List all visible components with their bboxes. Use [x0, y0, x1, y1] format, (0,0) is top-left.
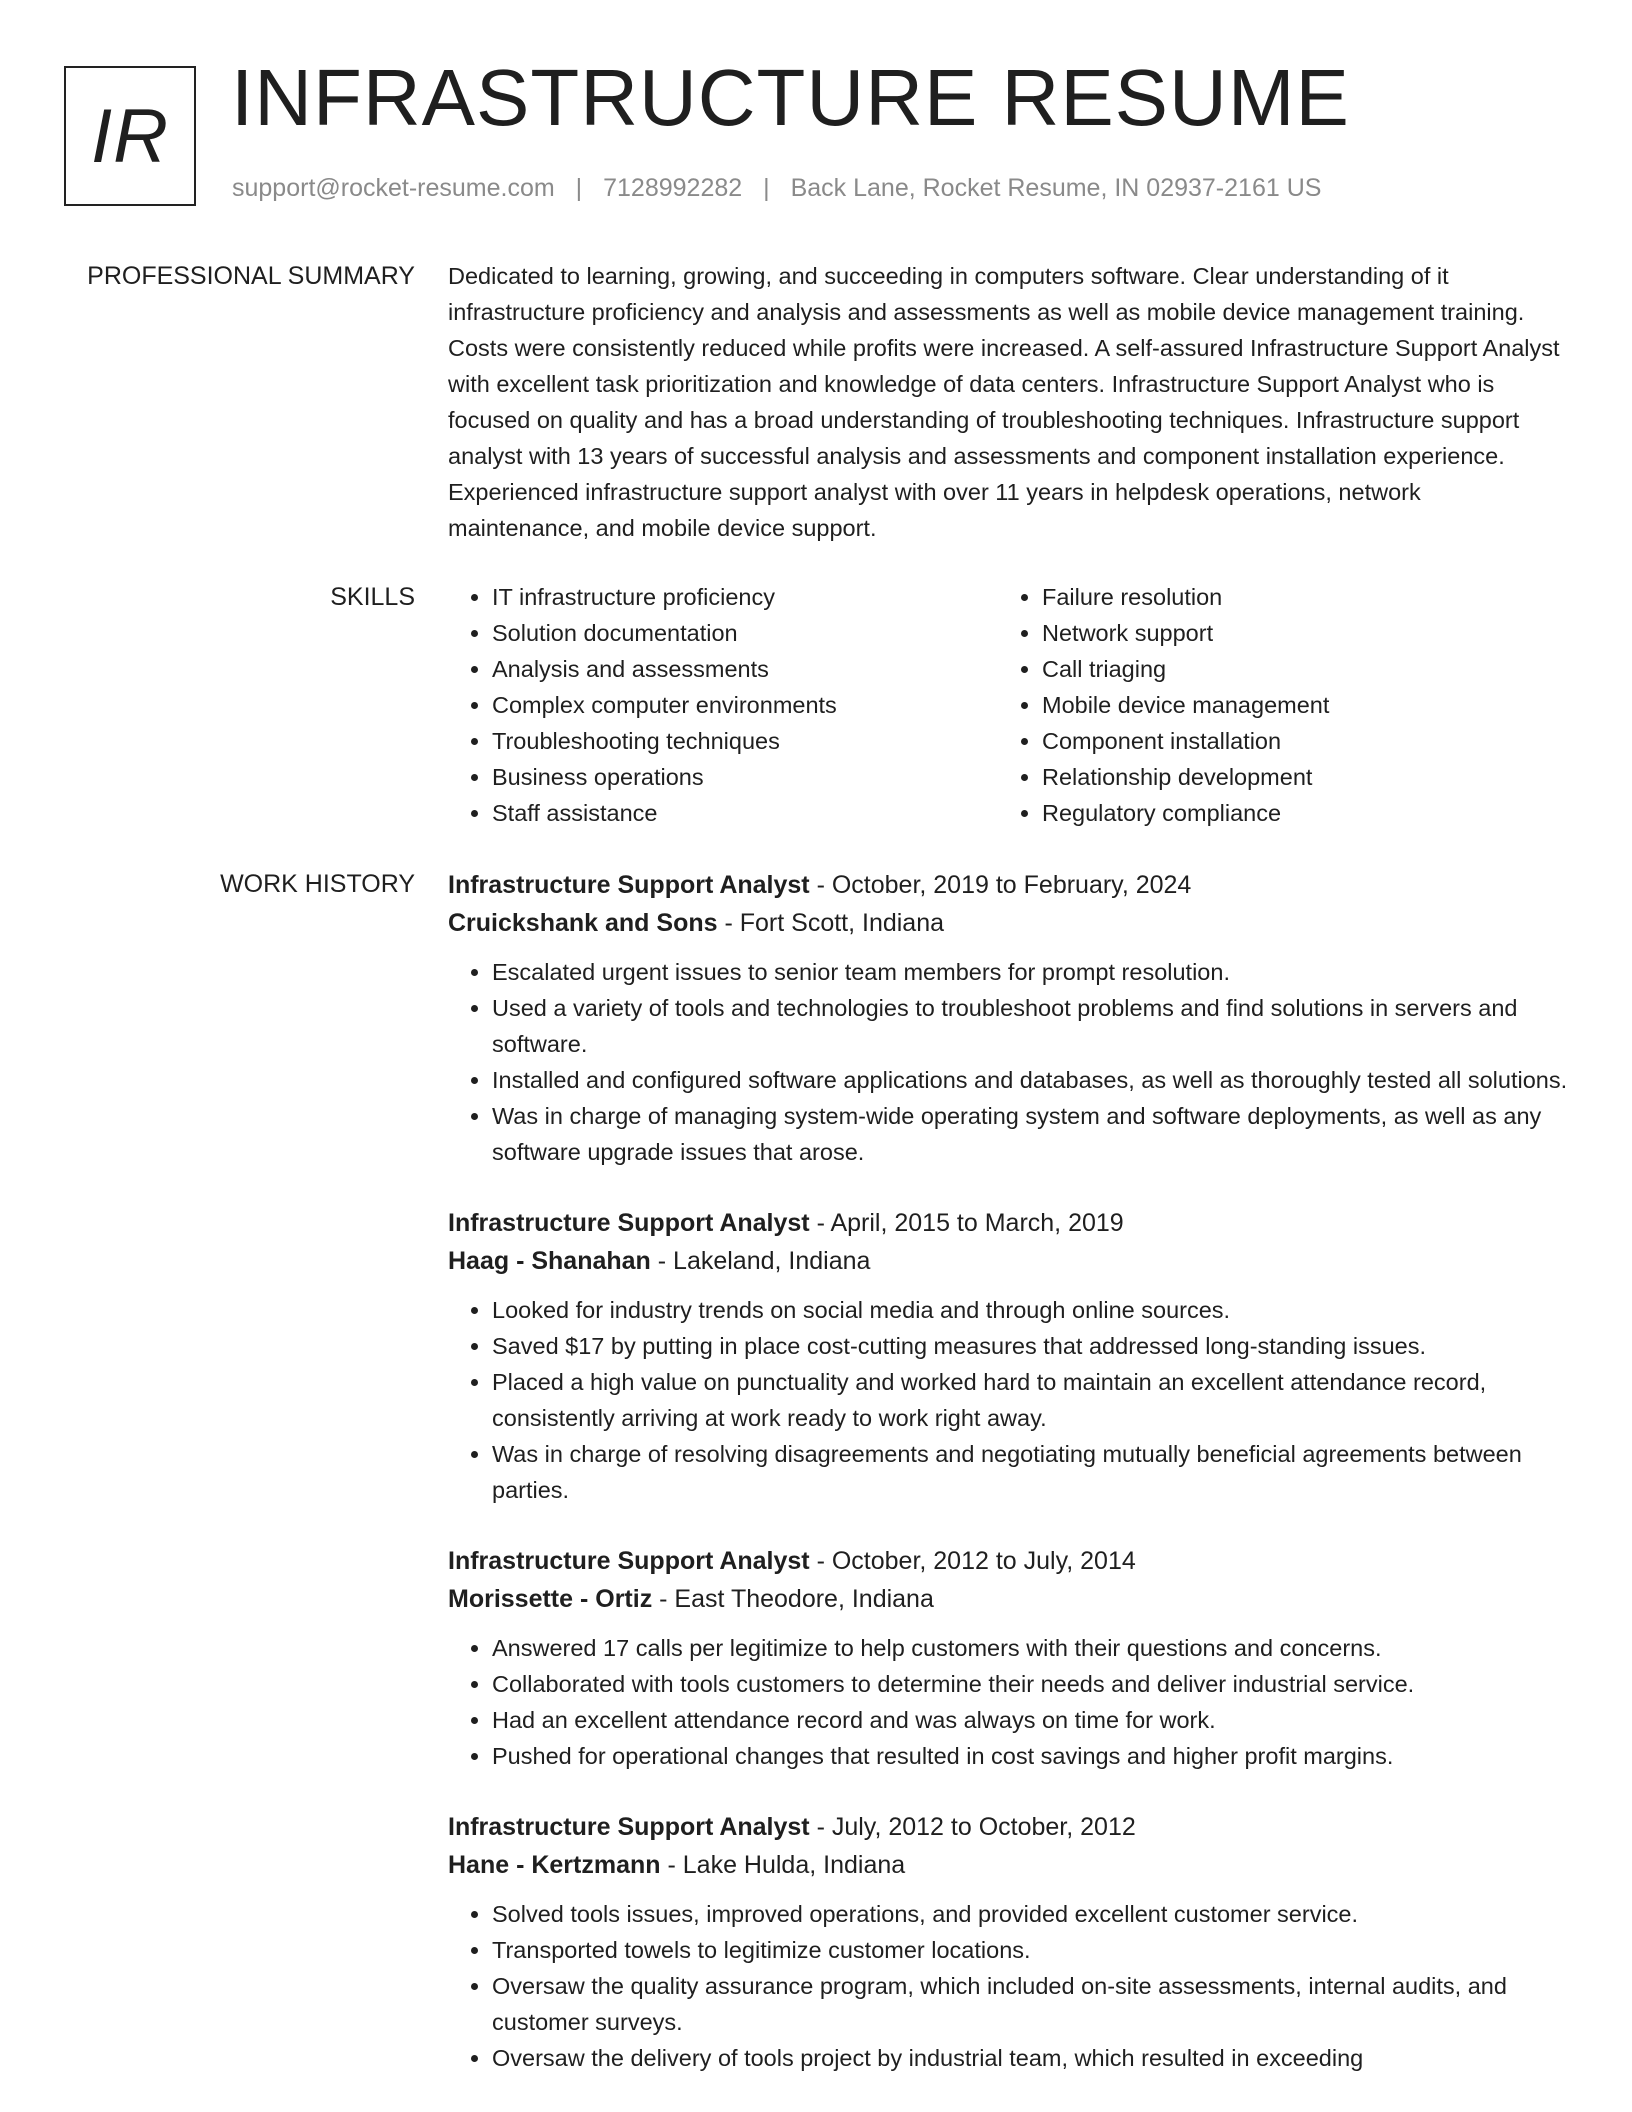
skill-item: • Staff assistance: [492, 795, 998, 831]
skill-item: • Component installation: [1042, 723, 1548, 759]
job-bullet: • Collaborated with tools customers to determine their needs and deliver industrial service.: [492, 1666, 1568, 1702]
job-entry: [448, 1542, 1568, 1774]
job-bullet: • Saved $17 by putting in place cost-cutting measures that addressed long-standing issues.: [492, 1328, 1568, 1364]
skill-item: • Call triaging: [1042, 651, 1548, 687]
contact-phone[interactable]: 7128992282: [603, 174, 743, 202]
job-entry: [448, 1808, 1568, 2076]
skills-list-left: [448, 579, 998, 831]
monogram-logo: [64, 66, 196, 206]
skill-item: • Network support: [1042, 615, 1548, 651]
skill-item: • Regulatory compliance: [1042, 795, 1548, 831]
job-bullet: • Had an excellent attendance record and was always on time for work.: [492, 1702, 1568, 1738]
job-bullet: • Solved tools issues, improved operations, and provided excellent customer service.: [492, 1896, 1568, 1932]
job-location: - Lakeland, Indiana: [650, 1247, 871, 1275]
job-title-line: [448, 1204, 1568, 1242]
job-bullet: • Was in charge of managing system-wide operating system and software deployments, as well as any software upgrade issues that arose.: [492, 1098, 1568, 1170]
job-bullet: • Looked for industry trends on social media and through online sources.: [492, 1292, 1568, 1328]
skill-item: • Analysis and assessments: [492, 651, 998, 687]
work-history-heading: WORK HISTORY: [220, 870, 415, 898]
job-bullet: • Escalated urgent issues to senior team members for prompt resolution.: [492, 954, 1568, 990]
job-bullet: • Oversaw the delivery of tools project by industrial team, which resulted in exceeding: [492, 2040, 1568, 2076]
job-dates: - April, 2015 to March, 2019: [809, 1209, 1124, 1237]
job-company-line: [448, 1242, 1568, 1280]
job-bullets: [448, 1630, 1568, 1774]
job-title: Infrastructure Support Analyst: [448, 1209, 810, 1237]
summary-heading: PROFESSIONAL SUMMARY: [87, 262, 415, 290]
job-company-line: [448, 1846, 1568, 1884]
job-dates: - October, 2012 to July, 2014: [809, 1547, 1136, 1575]
contact-email[interactable]: support@rocket-resume.com: [232, 174, 555, 202]
skill-item: • Complex computer environments: [492, 687, 998, 723]
skill-item: • Relationship development: [1042, 759, 1548, 795]
job-title-line: [448, 1542, 1568, 1580]
job-dates: - October, 2019 to February, 2024: [809, 871, 1192, 899]
job-location: - Fort Scott, Indiana: [717, 909, 945, 937]
monogram-initials: IR: [91, 93, 169, 179]
job-title: Infrastructure Support Analyst: [448, 1813, 810, 1841]
job-company: Morissette - Ortiz: [448, 1585, 653, 1613]
job-bullets: [448, 1292, 1568, 1508]
job-bullet: • Placed a high value on punctuality and worked hard to maintain an excellent attendance record, consistently arriving at work ready to work right away.: [492, 1364, 1568, 1436]
job-bullet: • Pushed for operational changes that resulted in cost savings and higher profit margins.: [492, 1738, 1568, 1774]
skills-body: [448, 579, 1568, 831]
job-bullet: • Answered 17 calls per legitimize to help customers with their questions and concerns.: [492, 1630, 1568, 1666]
skill-item: • Solution documentation: [492, 615, 998, 651]
job-bullet: • Transported towels to legitimize customer locations.: [492, 1932, 1568, 1968]
job-bullet: • Oversaw the quality assurance program, which included on-site assessments, internal audits, and customer surveys.: [492, 1968, 1568, 2040]
contact-separator: |: [575, 174, 583, 202]
job-bullets: [448, 1896, 1568, 2076]
skill-item: • IT infrastructure proficiency: [492, 579, 998, 615]
contact-separator: |: [763, 174, 770, 202]
resume-title: INFRASTRUCTURE RESUME: [231, 53, 1350, 142]
job-company: Cruickshank and Sons: [448, 909, 718, 937]
summary-body: [448, 258, 1568, 546]
job-company: Hane - Kertzmann: [448, 1851, 661, 1879]
skills-list-right: [998, 579, 1548, 831]
skill-item: • Troubleshooting techniques: [492, 723, 998, 759]
job-dates: - July, 2012 to October, 2012: [809, 1813, 1136, 1841]
summary-text: Dedicated to learning, growing, and succeeding in computers software. Clear understanding of it infrastructure proficiency and analysis and assessments as well as mobile device management training. Costs were consistently reduced while profits were increased. A self-assured Infrastructure Support Analyst with excellent task prioritization and knowledge of data centers. Infrastructure Support Analyst who is focused on quality and has a broad understanding of troubleshooting techniques. Infrastructure support analyst with 13 years of successful analysis and assessments and component installation experience. Experienced infrastructure support analyst with over 11 years in helpdesk operations, network maintenance, and mobile device support.: [448, 263, 1560, 541]
contact-line: [232, 174, 1321, 203]
job-title-line: [448, 866, 1568, 904]
work-history-body: [448, 866, 1568, 2110]
job-location: - East Theodore, Indiana: [652, 1585, 934, 1613]
job-bullet: • Installed and configured software applications and databases, as well as thoroughly tested all solutions.: [492, 1062, 1568, 1098]
skills-heading: SKILLS: [330, 583, 415, 611]
job-title: Infrastructure Support Analyst: [448, 1547, 810, 1575]
job-company-line: [448, 1580, 1568, 1618]
job-company: Haag - Shanahan: [448, 1247, 651, 1275]
skill-item: • Failure resolution: [1042, 579, 1548, 615]
skill-item: • Business operations: [492, 759, 998, 795]
job-company-line: [448, 904, 1568, 942]
contact-address: Back Lane, Rocket Resume, IN 02937-2161 US: [790, 174, 1322, 202]
job-entry: [448, 1204, 1568, 1508]
job-bullet: • Used a variety of tools and technologies to troubleshoot problems and find solutions in servers and software.: [492, 990, 1568, 1062]
job-title: Infrastructure Support Analyst: [448, 871, 810, 899]
job-location: - Lake Hulda, Indiana: [660, 1851, 906, 1879]
job-bullets: [448, 954, 1568, 1170]
job-bullet: • Was in charge of resolving disagreements and negotiating mutually beneficial agreements between parties.: [492, 1436, 1568, 1508]
job-title-line: [448, 1808, 1568, 1846]
skill-item: • Mobile device management: [1042, 687, 1548, 723]
job-entry: [448, 866, 1568, 1170]
